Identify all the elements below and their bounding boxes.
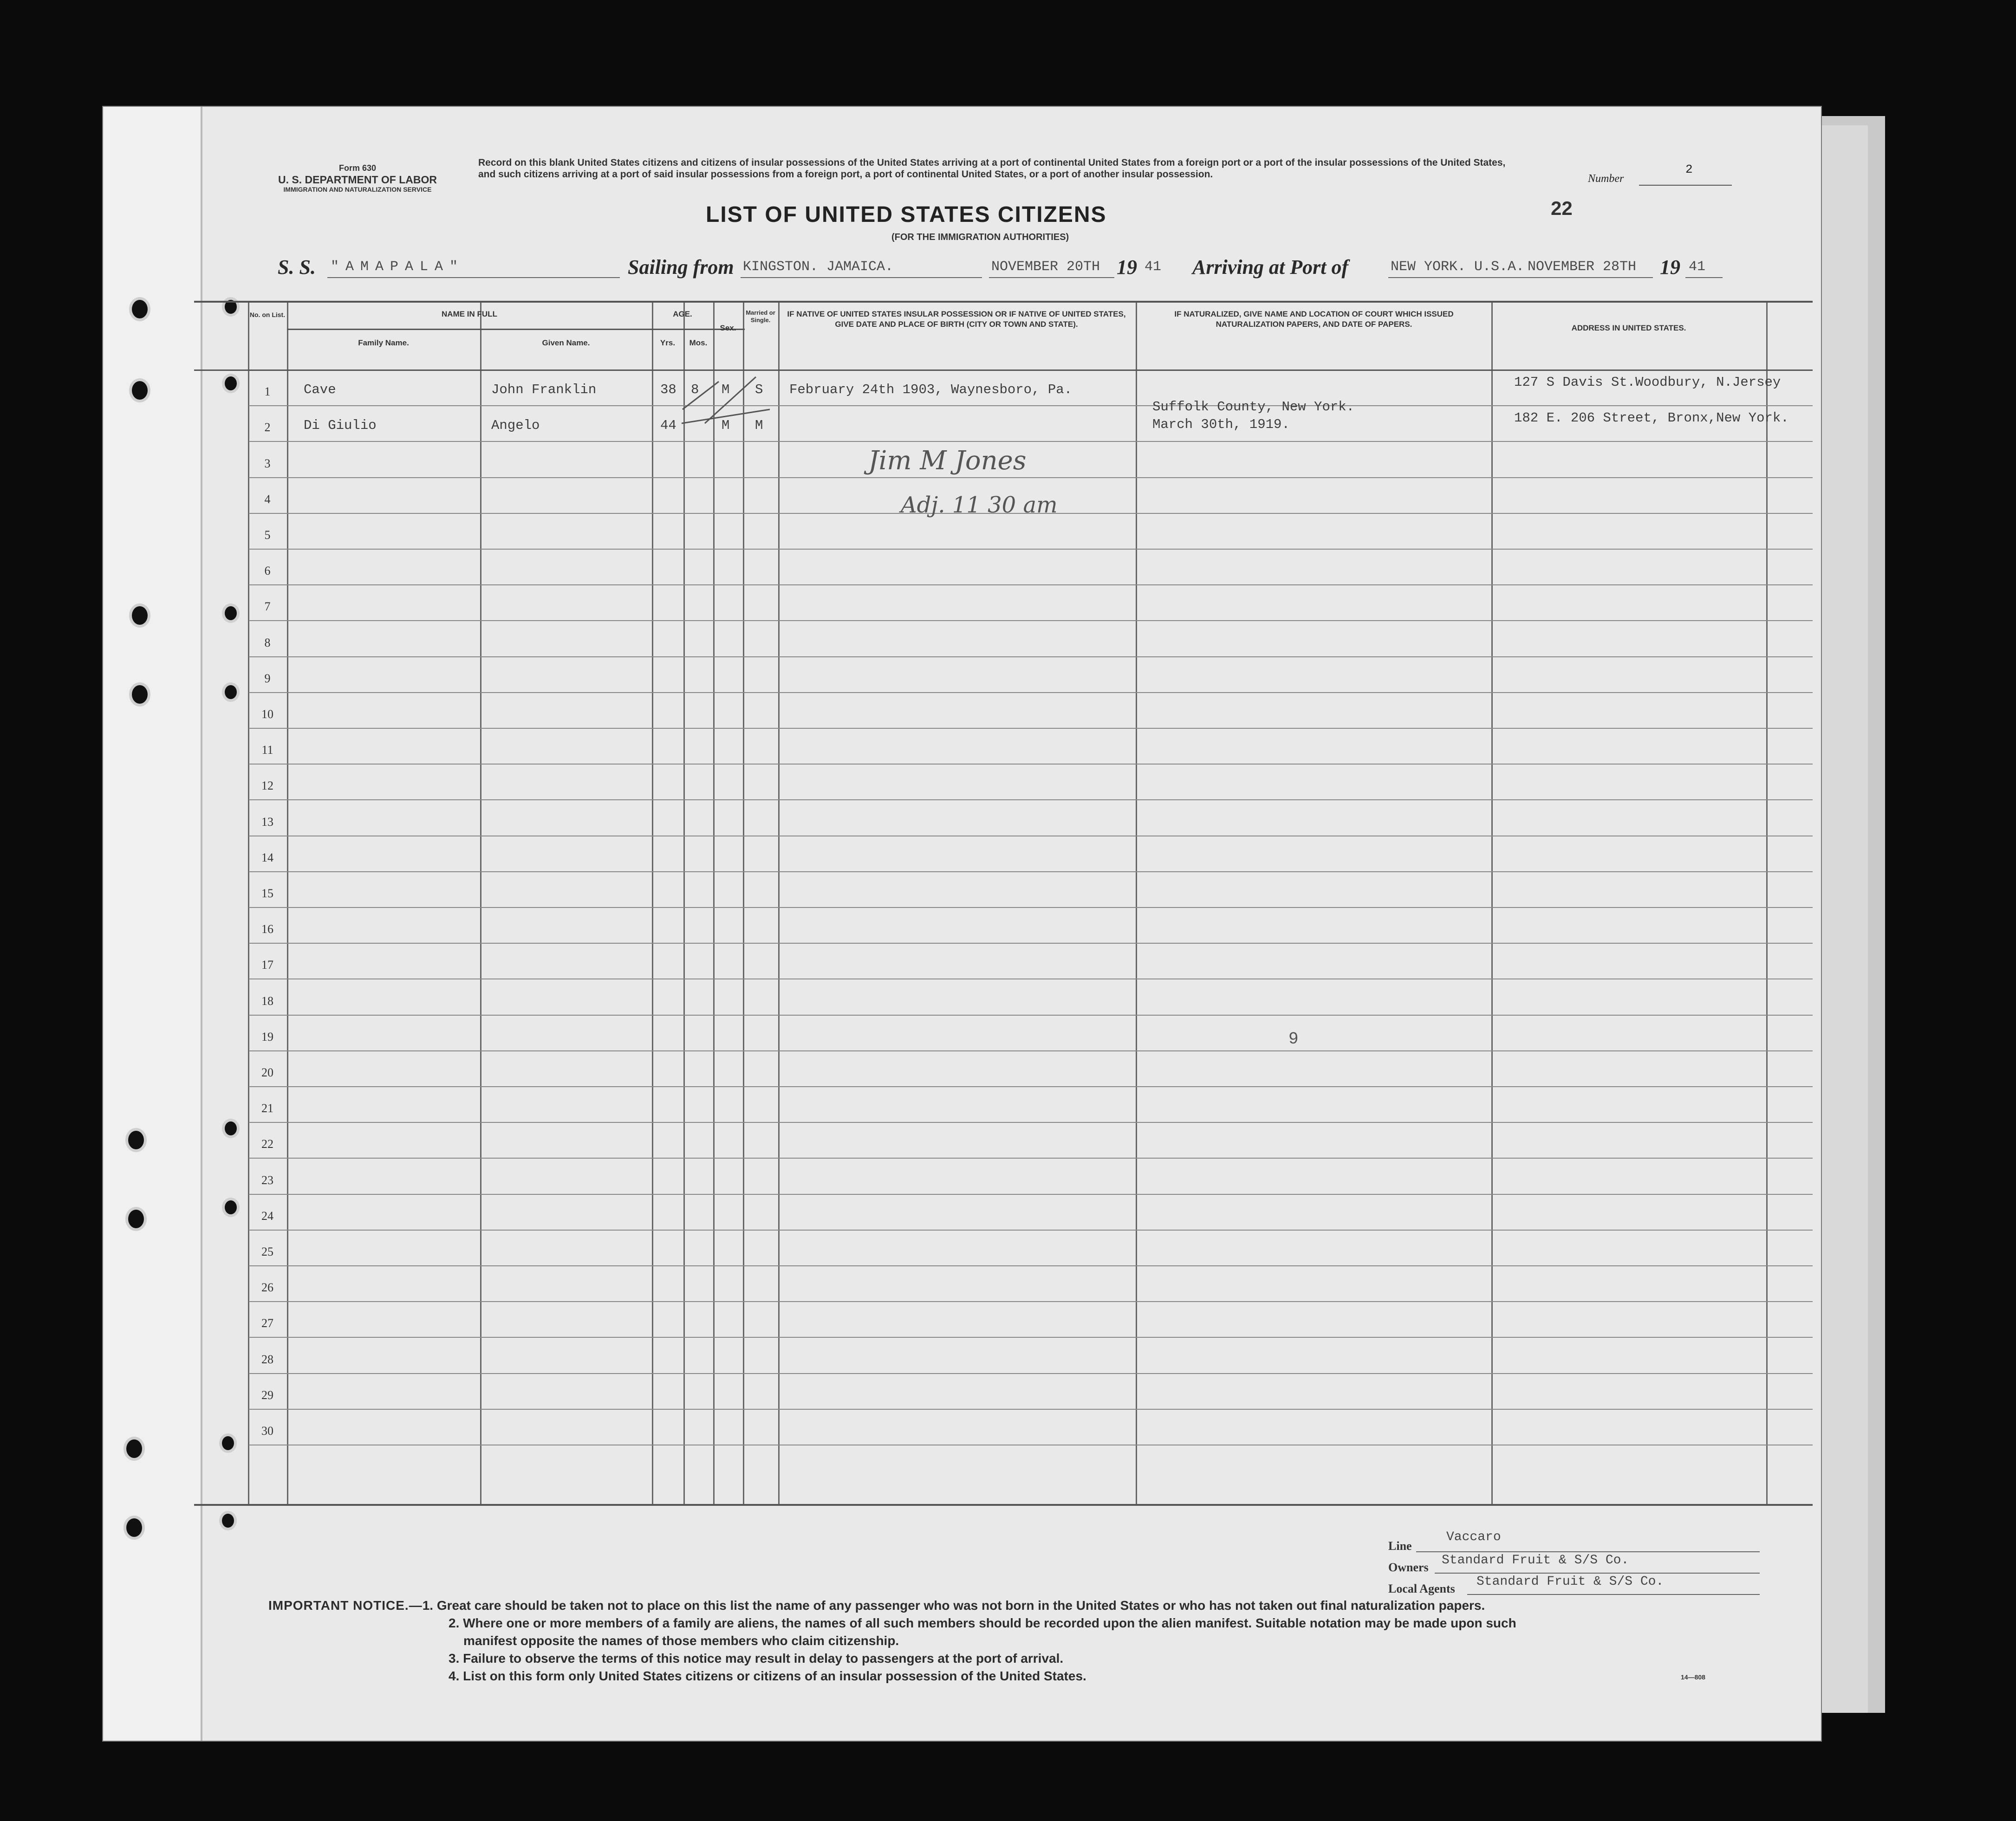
punch-hole: [219, 1511, 237, 1530]
instructions: Record on this blank United States citizens and citizens of insular possessions of the United States arriving at a port of continental United States from a foreign port or a port of the insular possessions of the United States, and such citizens arriving at a port of said insular possessions from a foreign port, a port of continental United States, or a port of another insular possession.: [478, 157, 1506, 180]
row-number: 4: [264, 492, 271, 506]
line-value: Vaccaro: [1446, 1530, 1501, 1544]
row-rule: [249, 1301, 1813, 1302]
department: U. S. DEPARTMENT OF LABOR: [278, 174, 437, 186]
notice-item-4: 4. List on this form only United States citizens or citizens of an insular possession of the United States.: [449, 1669, 1086, 1683]
naturalization-court-cell: Suffolk County, New York.: [1152, 399, 1355, 415]
col-divider: [778, 303, 780, 1504]
address-cell: 182 E. 206 Street, Bronx,New York.: [1514, 410, 1789, 426]
naturalization-date-cell: March 30th, 1919.: [1152, 417, 1290, 433]
col-divider: [1491, 303, 1493, 1504]
row-number: 7: [264, 600, 271, 614]
row-rule: [249, 620, 1813, 621]
punch-hole: [124, 1437, 145, 1461]
punch-hole: [129, 297, 150, 321]
row-number: 14: [261, 850, 273, 864]
row-number: 6: [264, 564, 271, 578]
col-head-name: NAME IN FULL: [442, 310, 497, 318]
stamp-number: 22: [1551, 197, 1573, 219]
punch-hole: [129, 378, 150, 402]
given-name-cell: John Franklin: [491, 382, 597, 398]
address-cell: 127 S Davis St.Woodbury, N.Jersey: [1514, 375, 1781, 390]
punch-hole: [129, 682, 150, 706]
row-rule: [249, 1409, 1813, 1410]
agents-value: Standard Fruit & S/S Co.: [1476, 1575, 1664, 1589]
handwritten-signature: Jim M Jones: [868, 446, 1027, 476]
col-divider: [743, 303, 744, 1504]
row-number: 20: [261, 1066, 273, 1079]
slash-mark: [705, 377, 756, 423]
col-head-mos: Mos.: [689, 338, 708, 347]
row-number: 28: [261, 1352, 273, 1366]
arrival-underline: [1388, 277, 1653, 278]
row-number: 26: [261, 1281, 273, 1295]
row-rule: [249, 441, 1813, 442]
departure-date: NOVEMBER 20TH: [991, 259, 1100, 275]
notice-item-2: 2. Where one or more members of a family are aliens, the names of all such members should be recorded upon the alien manifest. Suitable notation may be made upon such: [449, 1616, 1516, 1630]
row-number: 11: [261, 743, 273, 757]
arrival-year: 41: [1689, 259, 1706, 275]
row-rule: [249, 1265, 1813, 1266]
punch-hole: [125, 1128, 147, 1152]
row-rule: [249, 405, 1813, 406]
age-years-cell: 38: [660, 382, 676, 398]
notice-item-3: 3. Failure to observe the terms of this notice may result in delay to passengers at the port of arrival.: [449, 1651, 1064, 1665]
service: IMMIGRATION AND NATURALIZATION SERVICE: [283, 186, 432, 193]
row-number: 21: [261, 1102, 273, 1115]
col-divider: [480, 303, 481, 1504]
age-years-cell: 44: [660, 418, 676, 434]
ship-name: "AMAPALA": [331, 259, 465, 275]
row-number: 24: [261, 1209, 273, 1223]
arrival-port: NEW YORK. U.S.A.: [1391, 259, 1525, 275]
row-number: 29: [261, 1388, 273, 1402]
page-mark: 9: [1288, 1030, 1299, 1049]
arriving-label: Arriving at Port of: [1192, 256, 1349, 279]
row-number: 17: [261, 958, 273, 972]
col-head-married: Married or Single.: [746, 309, 775, 324]
col-divider: [1136, 303, 1137, 1504]
form-code: 14—808: [1681, 1673, 1705, 1681]
col-head-sex: Sex.: [720, 324, 736, 332]
marital-status-cell: S: [755, 382, 763, 398]
row-number: 12: [261, 779, 273, 793]
agents-underline: [1467, 1594, 1760, 1595]
line-label: Line: [1388, 1539, 1412, 1553]
binding-strip: [103, 107, 202, 1741]
row-rule: [249, 1337, 1813, 1338]
row-number: 8: [264, 635, 271, 649]
number-value: 2: [1685, 162, 1693, 176]
passenger-table: [194, 301, 1813, 1506]
header-bottom-rule: [194, 369, 1813, 371]
row-number: 23: [261, 1173, 273, 1187]
agents-label: Local Agents: [1388, 1582, 1455, 1595]
row-number: 19: [261, 1030, 273, 1043]
col-divider: [713, 303, 715, 1504]
line-underline: [1416, 1551, 1760, 1552]
row-rule: [249, 1050, 1813, 1051]
notice-item-2-cont: manifest opposite the names of those members who claim citizenship.: [463, 1633, 899, 1648]
birth-info-cell: February 24th 1903, Waynesboro, Pa.: [789, 382, 1073, 398]
row-number: 15: [261, 887, 273, 900]
row-rule: [249, 943, 1813, 944]
row-rule: [249, 549, 1813, 550]
notice-item-1: 1. Great care should be taken not to place on this list the name of any passenger who was not born in the United States or who has not taken out final naturalization papers.: [422, 1598, 1485, 1613]
age-months-cell: 8: [691, 382, 699, 398]
ss-label: S. S.: [278, 256, 316, 279]
row-number: 2: [264, 421, 271, 434]
row-rule: [249, 477, 1813, 478]
row-rule: [249, 584, 1813, 585]
owners-value: Standard Fruit & S/S Co.: [1442, 1553, 1629, 1568]
row-number: 3: [264, 456, 271, 470]
col-divider: [1766, 303, 1768, 1504]
page-subtitle: (FOR THE IMMIGRATION AUTHORITIES): [891, 232, 1069, 242]
col-head-birth: IF NATIVE OF UNITED STATES INSULAR POSSESSION OR IF NATIVE OF UNITED STATES, GIVE DATE AND PLACE OF BIRTH (CITY OR TOWN AND STATE).: [787, 310, 1126, 329]
arrive-year-prefix: 19: [1660, 256, 1680, 279]
col-head-naturalized: IF NATURALIZED, GIVE NAME AND LOCATION OF COURT WHICH ISSUED NATURALIZATION PAPERS, AND DATE OF PAPERS.: [1174, 310, 1454, 329]
arrival-date: NOVEMBER 28TH: [1528, 259, 1637, 275]
row-rule: [249, 1158, 1813, 1159]
row-number: 16: [261, 922, 273, 936]
col-divider: [287, 303, 288, 1504]
sailing-label: Sailing from: [628, 256, 734, 279]
row-rule: [249, 1373, 1813, 1374]
number-underline: [1639, 185, 1732, 186]
row-number: 25: [261, 1245, 273, 1258]
slash-mark: [683, 382, 719, 409]
row-number: 22: [261, 1137, 273, 1151]
handwritten-note: Adj. 11 30 am: [901, 492, 1058, 518]
row-rule: [249, 1086, 1813, 1087]
page-title: LIST OF UNITED STATES CITIZENS: [706, 202, 1107, 227]
row-number: 18: [261, 994, 273, 1008]
number-label: Number: [1588, 173, 1624, 185]
depart-year-prefix: 19: [1117, 256, 1137, 279]
owners-underline: [1435, 1573, 1760, 1574]
col-head-family: Family Name.: [358, 338, 409, 347]
notice-lead: IMPORTANT NOTICE.—: [268, 1598, 423, 1613]
col-divider: [248, 303, 249, 1504]
row-rule: [249, 728, 1813, 729]
form-number: Form 630: [338, 163, 377, 173]
row-number: 27: [261, 1316, 273, 1330]
row-rule: [249, 1230, 1813, 1231]
sailing-from: KINGSTON. JAMAICA.: [743, 259, 894, 275]
depart-underline: [989, 277, 1114, 278]
row-rule: [249, 656, 1813, 657]
given-name-cell: Angelo: [491, 418, 540, 434]
col-head-yrs: Yrs.: [660, 338, 676, 347]
important-notice: [268, 1597, 1768, 1685]
row-rule: [249, 871, 1813, 872]
row-number: 13: [261, 815, 273, 829]
row-number: 30: [261, 1424, 273, 1438]
ship-underline: [327, 277, 620, 278]
from-underline: [741, 277, 982, 278]
row-rule: [249, 692, 1813, 693]
owners-label: Owners: [1388, 1561, 1429, 1574]
family-name-cell: Di Giulio: [304, 418, 377, 434]
family-name-cell: Cave: [304, 382, 336, 398]
punch-hole: [129, 603, 150, 628]
sex-cell: M: [722, 382, 730, 398]
row-rule: [249, 799, 1813, 800]
age-slash-marks: [677, 372, 779, 433]
row-rule: [249, 1015, 1813, 1016]
row-number: 5: [264, 528, 271, 542]
col-head-address: ADDRESS IN UNITED STATES.: [1571, 324, 1686, 332]
row-rule: [249, 1122, 1813, 1123]
row-rule: [249, 764, 1813, 765]
col-head-given: Given Name.: [542, 338, 590, 347]
col-head-age: AGE.: [673, 310, 692, 318]
slash-mark: [682, 409, 770, 423]
year-underline: [1685, 277, 1723, 278]
col-divider: [683, 303, 685, 1504]
col-head-no: No. on List.: [249, 311, 286, 318]
row-number: 1: [264, 385, 271, 399]
sex-cell: M: [722, 418, 730, 434]
row-number: 10: [261, 707, 273, 721]
row-number: 9: [264, 671, 271, 685]
punch-hole: [125, 1207, 147, 1231]
punch-hole: [124, 1516, 145, 1540]
marital-status-cell: M: [755, 418, 763, 434]
row-rule: [249, 907, 1813, 908]
row-rule: [249, 1194, 1813, 1195]
departure-year: 41: [1145, 259, 1162, 275]
col-divider: [652, 303, 653, 1504]
